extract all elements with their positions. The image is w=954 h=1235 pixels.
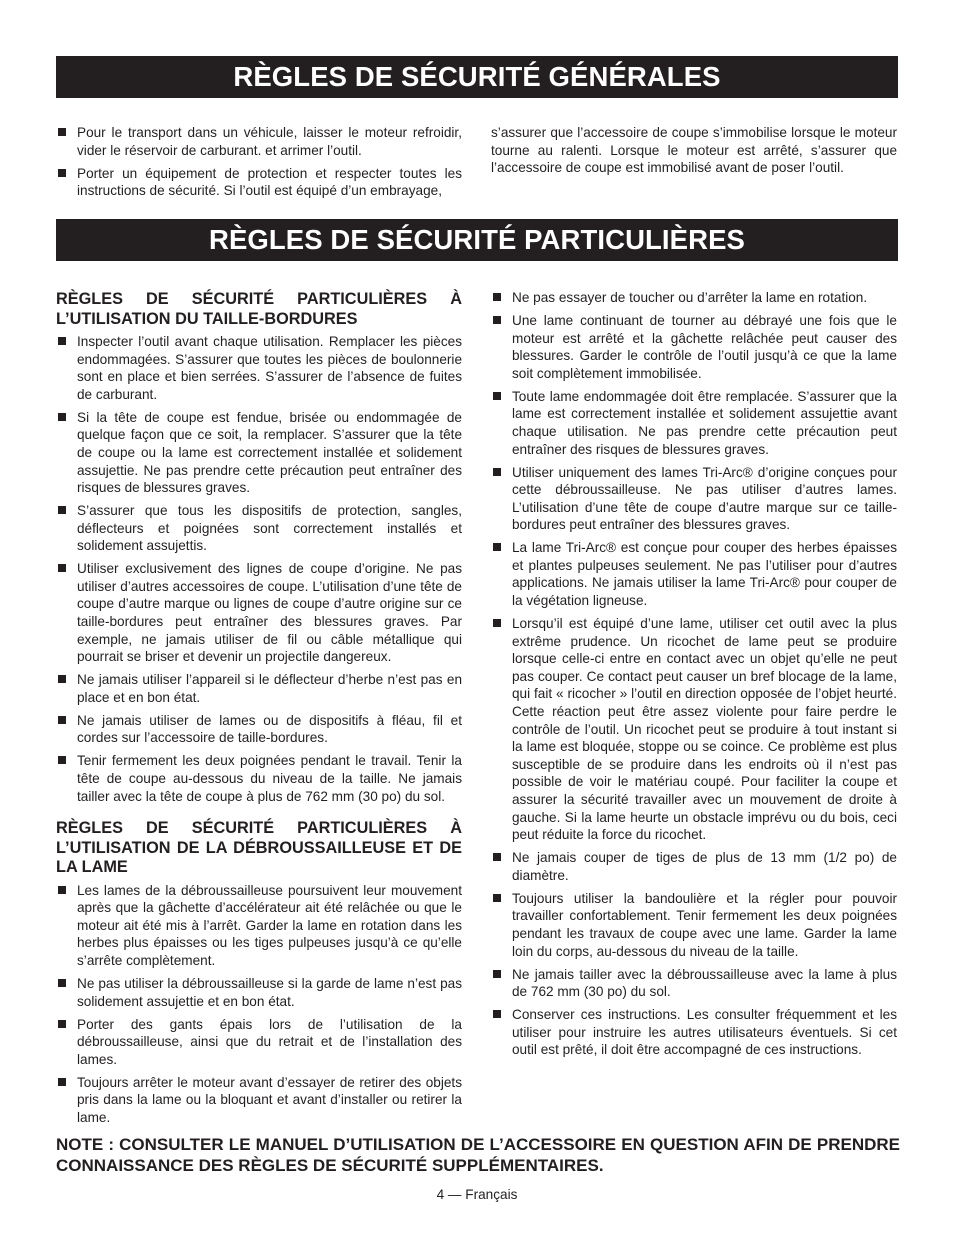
- list-item-text: Toujours arrêter le moteur avant d’essayer de retirer des objets pris dans la lame ou la bloquant et avant d’installer ou retirer la lame.: [77, 1074, 462, 1125]
- list-item: [491, 539, 897, 609]
- bullet-icon: [58, 675, 66, 683]
- list-item: [491, 464, 897, 534]
- list-item-text: La lame Tri-Arc® est conçue pour couper des herbes épaisses et plantes pulpeuses seulement. Ne pas l’utiliser pour d’autres applications. Ne jamais utiliser la lame Tri-Arc® pour couper de la végétation ligneuse.: [512, 540, 897, 609]
- bullet-icon: [493, 543, 501, 551]
- list-item: [491, 312, 897, 382]
- bullet-icon: [493, 468, 501, 476]
- section-heading-trimmer: RÈGLES DE SÉCURITÉ PARTICULIÈRES À L’UTILISATION DU TAILLE-BORDURES: [56, 290, 462, 328]
- list-item-text: Porter un équipement de protection et respecter toutes les instructions de sécurité. Si l’outil est équipé d’un embrayage,: [77, 165, 462, 199]
- list-item: [56, 712, 462, 747]
- bullet-icon: [58, 413, 66, 421]
- bullet-icon: [493, 894, 501, 902]
- bullet-icon: [493, 970, 501, 978]
- list-item-text: Ne pas utiliser la débroussailleuse si la garde de lame n’est pas solidement assujettie et en bon état.: [77, 976, 462, 1009]
- bullet-icon: [58, 169, 66, 177]
- list-item: [56, 1074, 462, 1127]
- list-item: [491, 289, 897, 307]
- list-item: [56, 1016, 462, 1069]
- bullet-icon: [58, 337, 66, 345]
- list-item-text: Inspecter l’outil avant chaque utilisation. Remplacer les pièces endommagées. S’assurer que toutes les pièces de boulonnerie sont en place et bien serrées. S’assurer de l’absence de fuites de carburant.: [77, 334, 462, 402]
- list-item-text: Les lames de la débroussailleuse poursuivent leur mouvement après que la gâchette d’accélérateur ait été relâchée ou que le moteur ait été mis à l’arrêt. Garder la lame en rotation dans les herbes plus épaisses ou les tiges pulpeuses jusqu’à ce qu’elle s’arrête complètement.: [77, 882, 462, 969]
- bullet-icon: [493, 619, 501, 627]
- list-item: [56, 409, 462, 497]
- list-item: [56, 165, 462, 200]
- list-item-text: s’assurer que l’accessoire de coupe s’immobilise lorsque le moteur tourne au ralenti. Lorsque le moteur est arrêté, s’assurer que l’accessoire de coupe est immobilisé avant de poser l’outil.: [491, 125, 897, 176]
- list-item: [491, 1006, 897, 1059]
- bullet-icon: [58, 756, 66, 764]
- list-item-text: Toujours utiliser la bandoulière et la régler pour pouvoir travailler confortablement. Tenir fermement les deux poignées pendant les travaux de coupe avec une lame. Garder la lame loin du corps, au-dessous du niveau de la taille.: [512, 890, 897, 959]
- page-footer: 4 — Français: [436, 1187, 518, 1202]
- list-item-text: Ne jamais utiliser de lames ou de dispositifs à fléau, fil et cordes sur l’accessoire de taille-bordures.: [77, 712, 462, 746]
- list-item-text: Si la tête de coupe est fendue, brisée ou endommagée de quelque façon que ce soit, la remplacer. S’assurer que la tête de coupe ou la lame est correctement installée et solidement assujettie. Ne pas prendre cette précaution peut entraîner des risques de blessures graves.: [77, 409, 462, 496]
- list-item-text: Tenir fermement les deux poignées pendant le travail. Tenir la tête de coupe au-dessous du niveau de la taille. Ne jamais tailler avec la tête de coupe à plus de 762 mm (30 po) du sol.: [77, 753, 462, 804]
- bullet-icon: [493, 293, 501, 301]
- list-item: [56, 333, 462, 403]
- list-item: [491, 615, 897, 844]
- bullet-icon: [58, 564, 66, 572]
- bullet-icon: [58, 1020, 66, 1028]
- list-item: [491, 966, 897, 1001]
- list-item-text: Toute lame endommagée doit être remplacée. S’assurer que la lame est correctement installée et solidement assujettie avant chaque utilisation. Ne pas prendre cette précaution peut entraîner des risques de blessures graves.: [512, 388, 897, 457]
- general-right-column: [491, 124, 897, 182]
- right-column: [491, 289, 897, 1064]
- left-column: [56, 290, 462, 1132]
- list-item-text: Une lame continuant de tourner au débrayé une fois que le moteur est arrêté et la gâchette relâchée peut causer des blessures. Garder le contrôle de l’outil jusqu’à ce que la lame soit complètement immobilisée.: [512, 312, 897, 381]
- bullet-icon: [493, 1010, 501, 1018]
- banner-specific-rules: RÈGLES DE SÉCURITÉ PARTICULIÈRES: [56, 219, 898, 261]
- list-item-text: S’assurer que tous les dispositifs de protection, sangles, déflecteurs et poignées sont correctement installés et solidement assujettis.: [77, 503, 462, 554]
- list-item-text: Pour le transport dans un véhicule, laisser le moteur refroidir, vider le réservoir de carburant. et arrimer l’outil.: [77, 125, 462, 158]
- list-item-text: Porter des gants épais lors de l’utilisation de la débroussailleuse, ainsi que du retrait et de l’installation des lames.: [77, 1016, 462, 1067]
- list-item: [56, 502, 462, 555]
- list-item: [56, 752, 462, 805]
- bullet-icon: [58, 506, 66, 514]
- list-item-text: Utiliser uniquement des lames Tri-Arc® d’origine conçues pour cette débroussailleuse. Ne pas utiliser d’autres lames. L’utilisation d’une tête de coupe d’autre marque sur ce taille-bordures peut entraîner des blessures graves.: [512, 464, 897, 533]
- banner-general-rules: RÈGLES DE SÉCURITÉ GÉNÉRALES: [56, 56, 898, 98]
- bullet-icon: [58, 886, 66, 894]
- note-supplementary-rules: NOTE : CONSULTER LE MANUEL D’UTILISATION DE L’ACCESSOIRE EN QUESTION AFIN DE PRENDRE CONNAISSANCE DES RÈGLES DE SÉCURITÉ SUPPLÉMENTAIRES.: [56, 1135, 900, 1175]
- bullet-icon: [493, 853, 501, 861]
- list-item: [491, 890, 897, 960]
- bullet-icon: [58, 979, 66, 987]
- bullet-icon: [58, 128, 66, 136]
- list-item: [491, 388, 897, 458]
- bullet-icon: [58, 1078, 66, 1086]
- list-item: [56, 671, 462, 706]
- list-item: [491, 849, 897, 884]
- list-item-text: Ne jamais couper de tiges de plus de 13 mm (1/2 po) de diamètre.: [512, 850, 897, 883]
- list-item: [56, 560, 462, 666]
- bullet-icon: [493, 316, 501, 324]
- list-item-text: Ne jamais tailler avec la débroussailleuse avec la lame à plus de 762 mm (30 po) du sol.: [512, 966, 897, 1000]
- list-item: [56, 124, 462, 159]
- list-item-text: Ne pas essayer de toucher ou d’arrêter la lame en rotation.: [512, 290, 868, 305]
- list-item-text: Utiliser exclusivement des lignes de coupe d’origine. Ne pas utiliser d’autres accessoires de coupe. L’utilisation d’une tête de coupe d’autre marque ou lignes de coupe d’autre origine sur ce taille-bordures peut entraîner des blessures graves. Par exemple, ne jamais utiliser de fil ou câble métallique qui pourrait se briser et devenir un projectile dangereux.: [77, 561, 462, 665]
- bullet-icon: [493, 392, 501, 400]
- section-heading-brushcutter: RÈGLES DE SÉCURITÉ PARTICULIÈRES À L’UTILISATION DE LA DÉBROUSSAILLEUSE ET DE LA LAME: [56, 819, 462, 877]
- list-item: [56, 882, 462, 970]
- bullet-icon: [58, 716, 66, 724]
- list-item-text: Ne jamais utiliser l’appareil si le déflecteur d’herbe n’est pas en place et en bon état.: [77, 672, 462, 705]
- list-item-text: Lorsqu’il est équipé d’une lame, utiliser cet outil avec la plus extrême prudence. Un ricochet de lame peut se produire lorsque celle-ci entre en contact avec un objet qu’elle ne peut pas couper. Ce contact peut causer un bref blocage de la lame, qui fait « ricocher » l’outil en direction opposée de l’objet heurté. Cette réaction peut être assez violente pour faire perdre le contrôle de l’outil. Un ricochet peut se produire à tout instant si la lame est bloquée, stoppe ou se coince. Ce problème est plus susceptible de se produire dans les endroits où il n’est pas possible de voir le matériau coupé. Pour faciliter la coupe et assurer la sécurité travailler avec un mouvement de droite à gauche. Si la lame heurte un obstacle imprévu ou du bois, ceci peut réduite la force du ricochet.: [512, 616, 897, 843]
- list-item-text: Conserver ces instructions. Les consulter fréquemment et les utiliser pour instruire les autres utilisateurs éventuels. Si cet outil est prêté, il doit être accompagné de ces instructions.: [512, 1007, 897, 1058]
- list-item-continuation: [491, 124, 897, 177]
- general-left-column: [56, 124, 462, 205]
- list-item: [56, 975, 462, 1010]
